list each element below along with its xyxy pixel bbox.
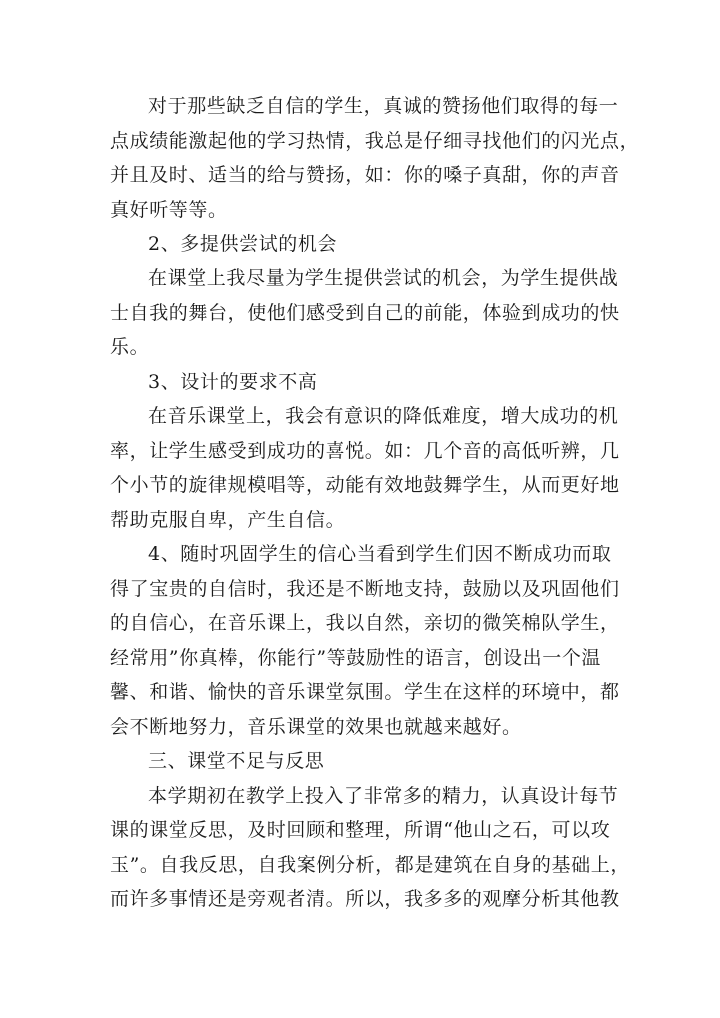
text-line: 点成绩能激起他的学习热情，我总是仔细寻找他们的闪光点， — [110, 130, 640, 152]
text-line: 而许多事情还是旁观者清。所以，我多多的观摩分析其他教 — [110, 888, 620, 910]
text-line: 在课堂上我尽量为学生提供尝试的机会，为学生提供战 — [148, 267, 619, 289]
text-line: 率，让学生感受到成功的喜悦。如：几个音的高低听辨，几 — [110, 440, 620, 462]
text-line: 玉”。自我反思，自我案例分析，都是建筑在自身的基础上， — [110, 854, 630, 876]
text-line: 得了宝贵的自信时，我还是不断地支持，鼓励以及巩固他们 — [110, 578, 620, 600]
text-line: 对于那些缺乏自信的学生，真诚的赞扬他们取得的每一 — [148, 95, 619, 117]
text-line: 本学期初在教学上投入了非常多的精力，认真设计每节 — [148, 785, 619, 807]
text-line: 课的课堂反思，及时回顾和整理，所谓“他山之石，可以攻 — [110, 819, 611, 841]
section-heading: 三、课堂不足与反思 — [148, 750, 325, 772]
text-line: 帮助克服自卑，产生自信。 — [110, 509, 346, 531]
text-line: 会不断地努力，音乐课堂的效果也就越来越好。 — [110, 716, 522, 738]
section-heading: 2、多提供尝试的机会 — [148, 233, 338, 255]
text-line: 经常用”你真棒，你能行”等鼓励性的语言，创设出一个温 — [110, 647, 602, 669]
text-line: 在音乐课堂上，我会有意识的降低难度，增大成功的机 — [148, 405, 619, 427]
section-heading: 4、随时巩固学生的信心当看到学生们因不断成功而取 — [148, 543, 612, 565]
text-line: 馨、和谐、愉快的音乐课堂氛围。学生在这样的环境中，都 — [110, 681, 620, 703]
text-line: 个小节的旋律规模唱等，动能有效地鼓舞学生，从而更好地 — [110, 474, 620, 496]
text-line: 乐。 — [110, 336, 150, 358]
text-line: 并且及时、适当的给与赞扬，如：你的嗓子真甜，你的声音 — [110, 164, 620, 186]
text-line: 真好听等等。 — [110, 199, 228, 221]
text-line: 的自信心，在音乐课上，我以自然，亲切的微笑棉队学生， — [110, 612, 620, 634]
text-line: 士自我的舞台，使他们感受到自己的前能，体验到成功的快 — [110, 302, 620, 324]
section-heading: 3、设计的要求不高 — [148, 371, 318, 393]
